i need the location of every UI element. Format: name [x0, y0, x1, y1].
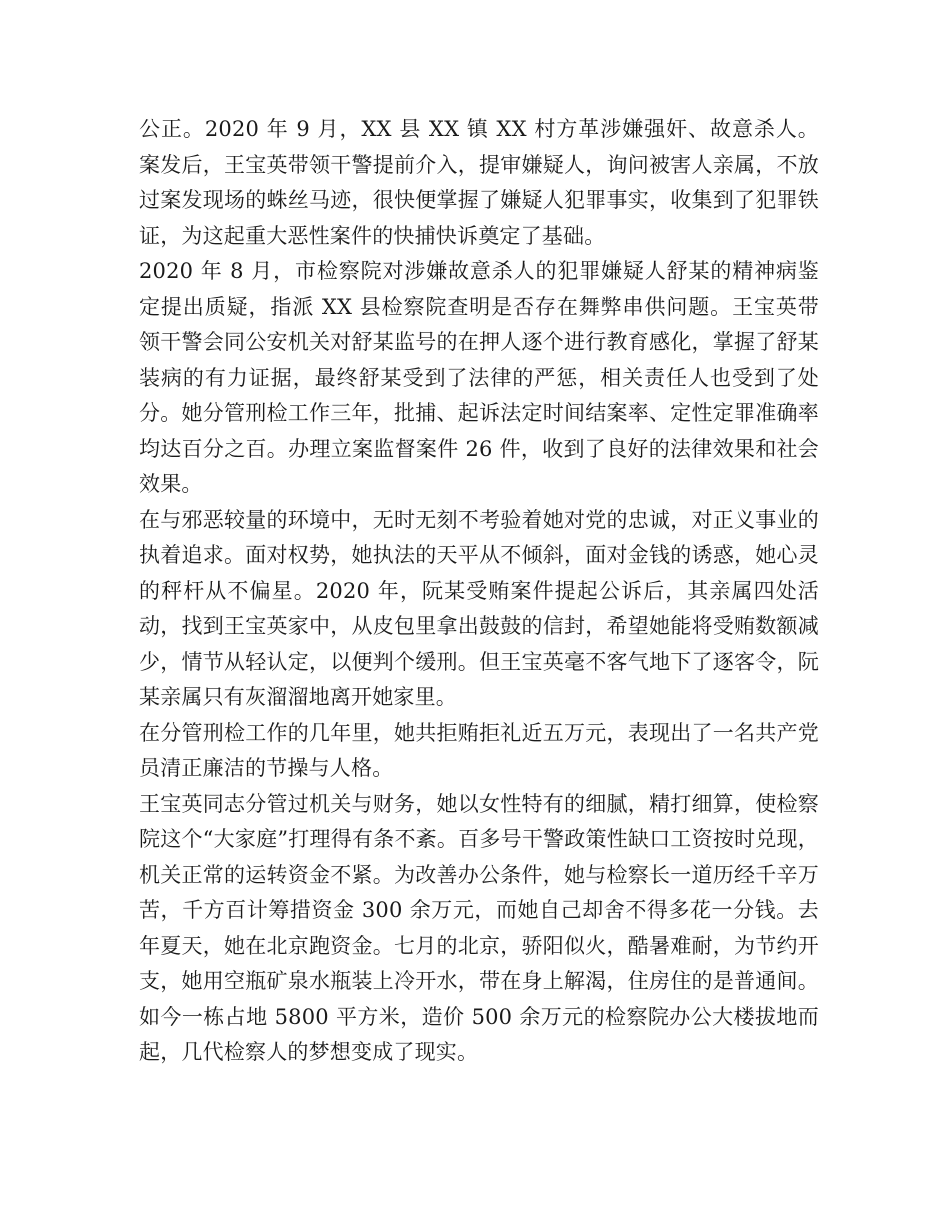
document-body [139, 112, 819, 1071]
paragraph-1: 公正。2020 年 9 月，XX 县 XX 镇 XX 村方革涉嫌强奸、故意杀人。案发后，王宝英带领干警提前介入，提审嫌疑人，询问被害人亲属，不放过案发现场的蛛丝马迹，很快便掌握了嫌疑人犯罪事实，收集到了犯罪铁证，为这起重大恶性案件的快捕快诉奠定了基础。 [139, 117, 819, 248]
paragraph-5: 王宝英同志分管过机关与财务，她以女性特有的细腻，精打细算，使检察院这个“大家庭”打理得有条不紊。百多号干警政策性缺口工资按时兑现，机关正常的运转资金不紧。为改善办公条件，她与检察长一道历经千辛万苦，千方百计筹措资金 300 余万元，而她自己却舍不得多花一分钱。去年夏天，她在北京跑资金。七月的北京，骄阳似火，酷暑难耐，为节约开支，她用空瓶矿泉水瓶装上冷开水，带在身上解渴，住房住的是普通间。如今一栋占地 5800 平方米，造价 500 余万元的检察院办公大楼拔地而起，几代检察人的梦想变成了现实。 [139, 791, 819, 1064]
paragraph-2: 2020 年 8 月，市检察院对涉嫌故意杀人的犯罪嫌疑人舒某的精神病鉴定提出质疑，指派 XX 县检察院查明是否存在舞弊串供问题。王宝英带领干警会同公安机关对舒某监号的在押人逐个进行教育感化，掌握了舒某装病的有力证据，最终舒某受到了法律的严惩，相关责任人也受到了处分。她分管刑检工作三年，批捕、起诉法定时间结案率、定性定罪准确率均达百分之百。办理立案监督案件 26 件，收到了良好的法律效果和社会效果。 [139, 259, 819, 496]
paragraph-3: 在与邪恶较量的环境中，无时无刻不考验着她对党的忠诚，对正义事业的执着追求。面对权势，她执法的天平从不倾斜，面对金钱的诱惑，她心灵的秤杆从不偏星。2020 年，阮某受贿案件提起公诉后，其亲属四处活动，找到王宝英家中，从皮包里拿出鼓鼓的信封，希望她能将受贿数额减少，情节从轻认定，以便判个缓刑。但王宝英毫不客气地下了逐客令，阮某亲属只有灰溜溜地离开她家里。 [139, 507, 819, 709]
paragraph-4: 在分管刑检工作的几年里，她共拒贿拒礼近五万元，表现出了一名共产党员清正廉洁的节操与人格。 [139, 720, 819, 780]
